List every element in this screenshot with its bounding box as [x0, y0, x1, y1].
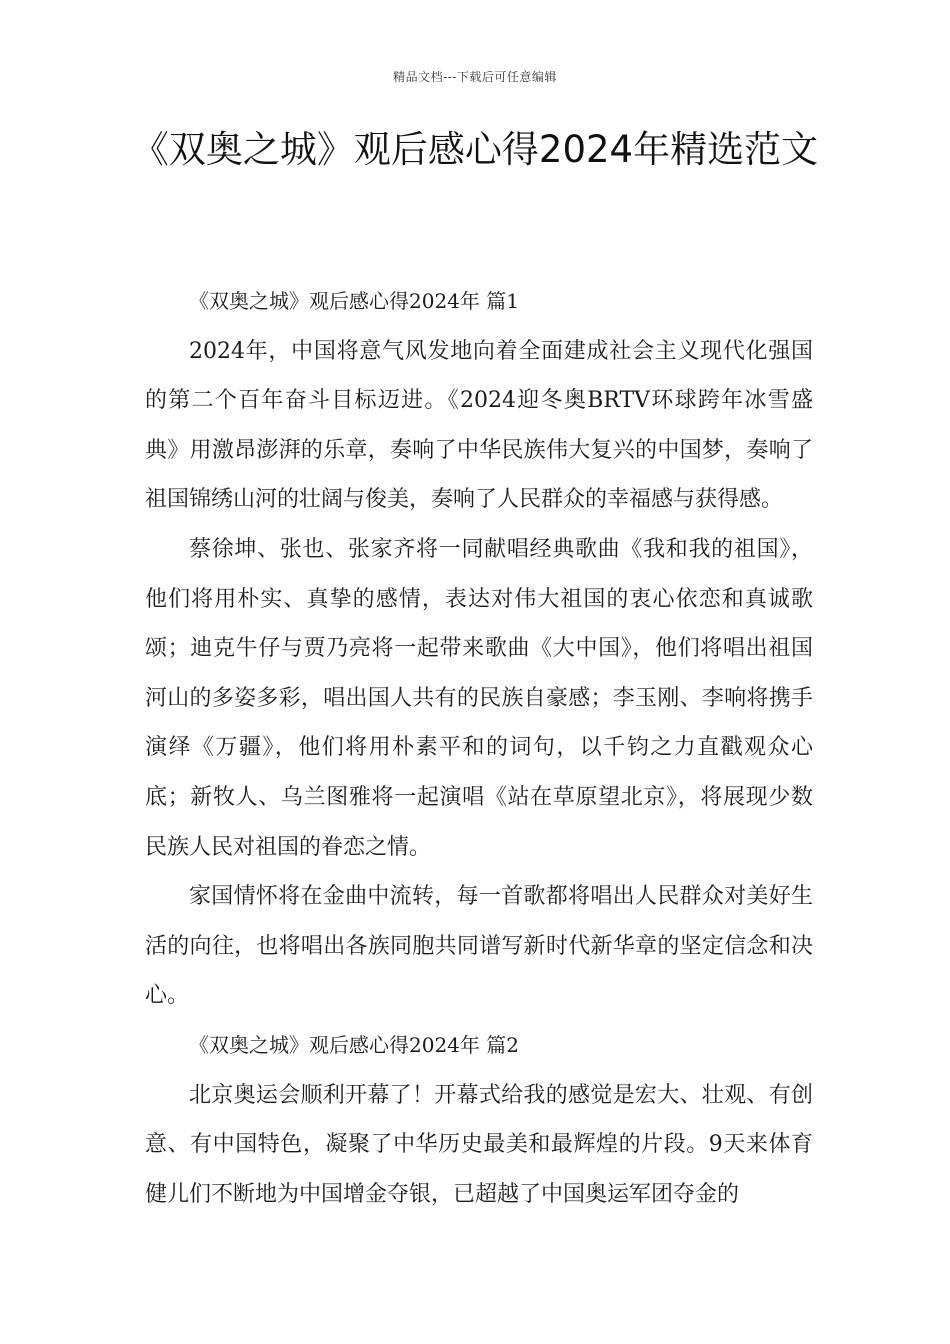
document-body: [145, 277, 813, 1219]
paragraph: 家国情怀将在金曲中流转，每一首歌都将唱出人民群众对美好生活的向往，也将唱出各族同胞共同谱写新时代新华章的坚定信念和决心。: [145, 884, 813, 1009]
section-heading: 《双奥之城》观后感心得2024年 篇1: [189, 289, 519, 313]
document-title: 《双奥之城》观后感心得2024年精选范文: [131, 128, 819, 171]
header-note: 精品文档---下载后可任意编辑: [393, 70, 557, 84]
paragraph: 北京奥运会顺利开幕了！开幕式给我的感觉是宏大、壮观、有创意、有中国特色，凝聚了中华历史最美和最辉煌的片段。9天来体育健儿们不断地为中国增金夺银，已超越了中国奥运军团夺金的: [145, 1082, 813, 1207]
paragraph: 蔡徐坤、张也、张家齐将一同献唱经典歌曲《我和我的祖国》，他们将用朴实、真挚的感情，表达对伟大祖国的衷心依恋和真诚歌颂；迪克牛仔与贾乃亮将一起带来歌曲《大中国》，他们将唱出祖国河山的多姿多彩，唱出国人共有的民族自豪感；李玉刚、李响将携手演绎《万疆》，他们将用朴素平和的词句，以千钧之力直戳观众心底；新牧人、乌兰图雅将一起演唱《站在草原望北京》，将展现少数民族人民对祖国的眷恋之情。: [145, 536, 813, 860]
section-heading: 《双奥之城》观后感心得2024年 篇2: [189, 1032, 519, 1057]
paragraph: 2024年，中国将意气风发地向着全面建成社会主义现代化强国的第二个百年奋斗目标迈进。《2024迎冬奥BRTV环球跨年冰雪盛典》用激昂澎湃的乐章，奏响了中华民族伟大复兴的中国梦，奏响了祖国锦绣山河的壮阔与俊美，奏响了人民群众的幸福感与获得感。: [145, 338, 813, 513]
